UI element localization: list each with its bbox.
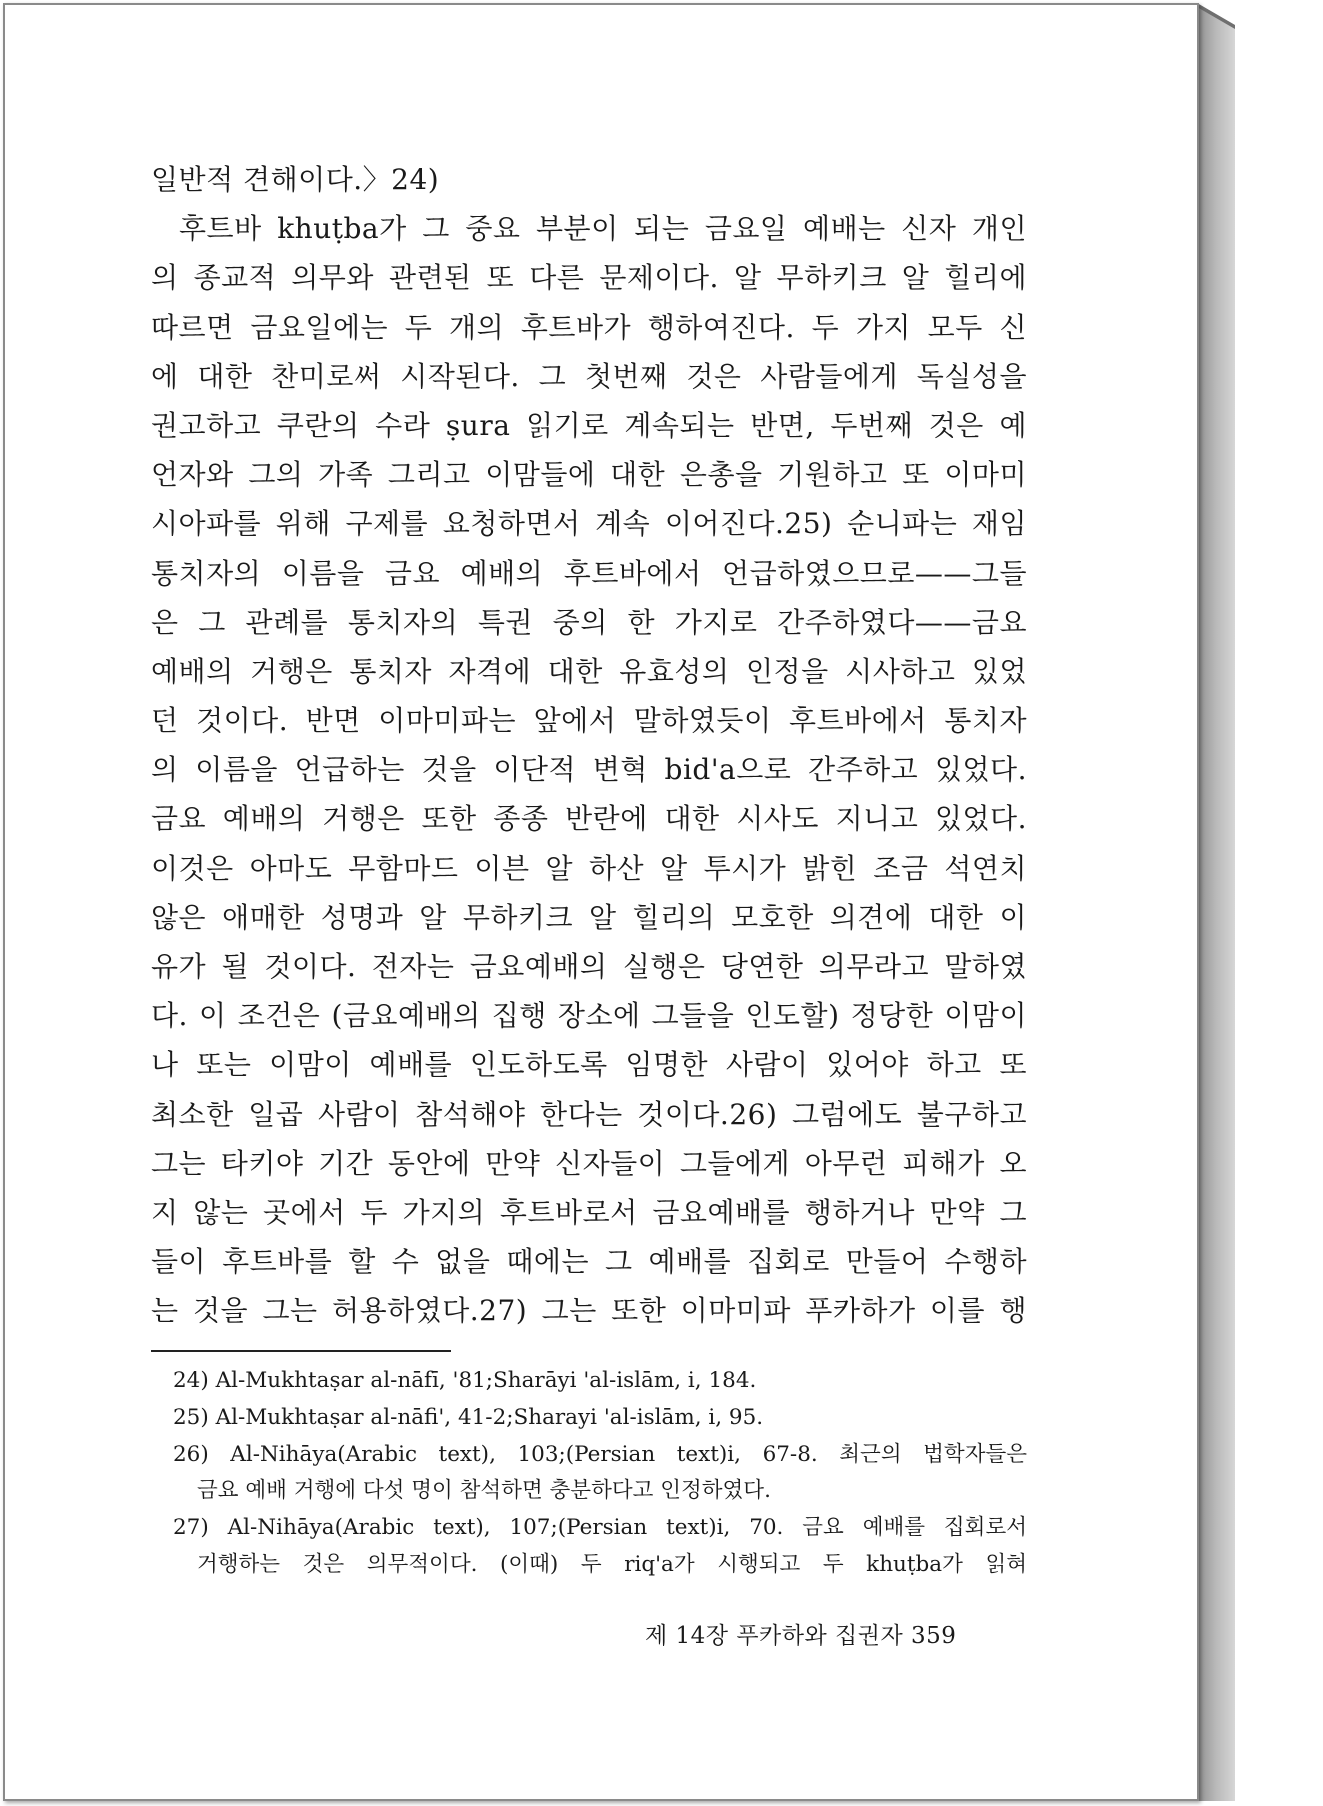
body-line: 의 종교적 의무와 관련된 또 다른 문제이다. 알 무하키크 알 힐리에: [151, 261, 1027, 295]
body-line: 지 않는 곳에서 두 가지의 후트바로서 금요예배를 행하거나 만약 그: [151, 1195, 1027, 1229]
body-line: 시아파를 위해 구제를 요청하면서 계속 이어진다.25) 순니파는 재임: [151, 507, 1027, 541]
footnotes: [173, 1363, 1027, 1584]
footnote-26-continued: 금요 예배 거행에 다섯 명이 참석하면 충분하다고 인정하였다.: [197, 1478, 771, 1504]
body-line: 이것은 아마도 무함마드 이븐 알 하산 알 투시가 밝힌 조금 석연치: [151, 851, 1027, 885]
footnote-25: 25) Al-Mukhtaṣar al-nāfi', 41-2;Sharayi 'al-islām, i, 95.: [173, 1404, 764, 1430]
body-line: 다. 이 조건은 (금요예배의 집행 장소에 그들을 인도할) 정당한 이맘이: [151, 999, 1027, 1033]
body-line: 들이 후트바를 할 수 없을 때에는 그 예배를 집회로 만들어 수행하: [151, 1245, 1027, 1279]
body-line: 유가 될 것이다. 전자는 금요예배의 실행은 당연한 의무라고 말하였: [151, 950, 1027, 983]
body-line: 은 그 관례를 통치자의 특권 중의 한 가지로 간주하였다——금요: [151, 605, 1027, 639]
body-line: 따르면 금요일에는 두 개의 후트바가 행하여진다. 두 가지 모두 신: [151, 310, 1027, 344]
body-line: 금요 예배의 거행은 또한 종종 반란에 대한 시사도 지니고 있었다.: [151, 802, 1027, 836]
footnote-26: 26) Al-Nihāya(Arabic text), 103;(Persian text)i, 67-8. 최근의 법학자들은: [173, 1441, 1027, 1467]
body-line: 권고하고 쿠란의 수라 ṣura 읽기로 계속되는 반면, 두번째 것은 예: [151, 408, 1027, 442]
footnote-24: 24) Al-Mukhtaṣar al-nāfī, '81;Sharāyi 'al-islām, i, 184.: [173, 1368, 757, 1393]
body-line: 예배의 거행은 통치자 자격에 대한 유효성의 인정을 시사하고 있었: [151, 654, 1027, 688]
book-edge: [1197, 3, 1243, 1801]
body-line: 일반적 견해이다.〉24): [151, 163, 440, 196]
body-line: 던 것이다. 반면 이마미파는 앞에서 말하였듯이 후트바에서 통치자: [151, 704, 1027, 738]
body-line: 에 대한 찬미로써 시작된다. 그 첫번째 것은 사람들에게 독실성을: [151, 359, 1027, 393]
body-text: [151, 155, 1027, 1336]
body-line: 통치자의 이름을 금요 예배의 후트바에서 언급하였으므로——그들: [151, 556, 1027, 590]
body-line: 않은 애매한 성명과 알 무하키크 알 힐리의 모호한 의견에 대한 이: [151, 900, 1027, 934]
footnote-27: 27) Al-Nihāya(Arabic text), 107;(Persian text)i, 70. 금요 예배를 집회로서: [173, 1515, 1027, 1541]
footnote-27-continued: 거행하는 것은 의무적이다. (이때) 두 riq'a가 시행되고 두 khuṭba가 읽혀: [197, 1551, 1027, 1577]
body-line: 의 이름을 언급하는 것을 이단적 변혁 bid'a으로 간주하고 있었다.: [151, 753, 1027, 787]
footnote-divider: [151, 1350, 451, 1352]
running-footer: 제 14장 푸카하와 집권자 359: [645, 1623, 957, 1649]
body-line: 그는 타키야 기간 동안에 만약 신자들이 그들에게 아무런 피해가 오: [151, 1146, 1027, 1180]
body-line: 언자와 그의 가족 그리고 이맘들에 대한 은총을 기원하고 또 이마미: [151, 458, 1027, 492]
body-line: 후트바 khuṭba가 그 중요 부분이 되는 금요일 예배는 신자 개인: [179, 212, 1027, 246]
book-page: [3, 3, 1199, 1801]
body-line: 나 또는 이맘이 예배를 인도하도록 임명한 사람이 있어야 하고 또: [151, 1048, 1027, 1082]
body-line: 최소한 일곱 사람이 참석해야 한다는 것이다.26) 그럼에도 불구하고: [151, 1097, 1027, 1131]
body-line: 는 것을 그는 허용하였다.27) 그는 또한 이마미파 푸카하가 이를 행: [151, 1294, 1027, 1328]
